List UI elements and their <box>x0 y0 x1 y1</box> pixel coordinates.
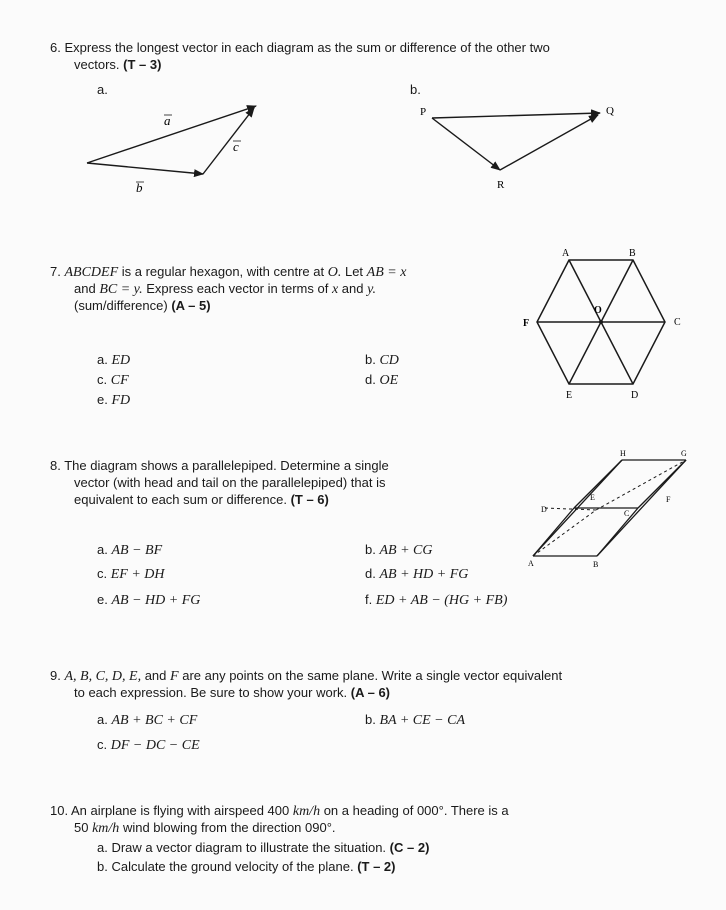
q7-let: Let <box>344 264 364 279</box>
solid-label-a: A <box>528 559 534 568</box>
q8-code: (T – 6) <box>290 492 329 507</box>
q8-part-f-expr: ED + AB − (HG + FB) <box>375 593 508 608</box>
q7-code: (A – 5) <box>171 298 211 313</box>
q9-part-a-label: a. <box>97 712 108 727</box>
q10-unit-2: km/h <box>92 821 120 836</box>
q9-part-c-label: c. <box>97 737 108 752</box>
q7-part-a-expr: ED <box>111 353 131 368</box>
solid-label-e: E <box>590 493 595 502</box>
q8-number: 8. <box>50 458 61 473</box>
q10-part-a-code: (C – 2) <box>389 840 430 855</box>
q7-part-e-label: e. <box>97 392 108 407</box>
q10-text-1b: on a heading of 000°. There is a <box>323 803 509 818</box>
q8-part-e-label: e. <box>97 592 108 607</box>
q8-part-d-expr: AB + HD + FG <box>379 567 469 582</box>
q7-part-b-expr: CD <box>379 353 399 368</box>
q9-line2 <box>74 685 390 701</box>
q10-part-b-text: Calculate the ground velocity of the plane. <box>111 859 354 874</box>
q7-eq-ab: AB = x <box>366 265 407 280</box>
q6b-label-r: R <box>497 179 505 191</box>
q9-code: (A – 6) <box>350 685 391 700</box>
q10-part-b <box>97 859 396 875</box>
q8-part-b-expr: AB + CG <box>379 543 433 558</box>
solid-label-h: H <box>620 449 626 458</box>
q9-line1 <box>50 668 562 685</box>
q7-part-c-label: c. <box>97 372 108 387</box>
q8-part-c-label: c. <box>97 566 108 581</box>
q9-number: 9. <box>50 668 61 683</box>
q9-part-b-expr: BA + CE − CA <box>379 713 465 728</box>
q7-part-a-label: a. <box>97 352 108 367</box>
q8-part-e-expr: AB − HD + FG <box>111 593 201 608</box>
q7-centre: O. <box>327 265 342 280</box>
solid-label-c: C <box>624 509 630 518</box>
q10-part-b-code: (T – 2) <box>357 859 396 874</box>
q10-number: 10. <box>50 803 69 818</box>
q8-text-1: The diagram shows a parallelepiped. Determine a single <box>64 458 389 473</box>
q10-text-2b: wind blowing from the direction 090°. <box>122 820 336 835</box>
q7-y: y. <box>367 282 377 297</box>
q10-text-2a: 50 <box>74 820 89 835</box>
q8-part-a-label: a. <box>97 542 108 557</box>
q7-x: x <box>331 282 339 297</box>
q6-text-line1: Express the longest vector in each diagram as the sum or difference of the other two <box>64 40 550 55</box>
q8-part-c-expr: EF + DH <box>110 567 165 582</box>
q8-part-b-label: b. <box>365 542 376 557</box>
q7-number: 7. <box>50 264 61 279</box>
q6-code: (T – 3) <box>123 57 162 72</box>
q7-text-a: is a regular hexagon, with centre at <box>121 264 325 279</box>
q9-part-b-label: b. <box>365 712 376 727</box>
q9-and: and <box>144 668 167 683</box>
q7-part-e-expr: FD <box>111 393 131 408</box>
hex-label-c: C <box>674 317 681 328</box>
q10-part-a-text: Draw a vector diagram to illustrate the situation. <box>111 840 387 855</box>
q6-part-a-label: a. <box>97 82 108 97</box>
solid-label-d: D <box>541 505 547 514</box>
q6b-label-p: P <box>420 106 427 118</box>
q9-text-1: are any points on the same plane. Write a single vector equivalent <box>182 668 563 683</box>
q7-and2: and <box>341 281 364 296</box>
hex-label-f: F <box>523 318 530 329</box>
q7-part-d-label: d. <box>365 372 376 387</box>
q6a-label-c: c <box>233 139 239 154</box>
q7-text-b: Express each vector in terms of <box>146 281 329 296</box>
hex-label-d: D <box>631 390 639 401</box>
q10-part-a <box>97 840 429 856</box>
q9-part-c-expr: DF − DC − CE <box>110 738 200 753</box>
q10-line2 <box>74 820 336 837</box>
q10-unit-1: km/h <box>292 804 321 819</box>
hex-label-b: B <box>629 248 636 259</box>
q7-part-d-expr: OE <box>379 373 399 388</box>
q9-part-b <box>365 712 465 729</box>
solid-label-b: B <box>593 560 599 569</box>
q8-text-3: equivalent to each sum or difference. <box>74 492 287 507</box>
q8-part-f-label: f. <box>365 592 373 607</box>
q10-part-b-label: b. <box>97 859 108 874</box>
q6a-label-b: b <box>136 180 143 195</box>
q7-and: and <box>74 281 96 296</box>
q7-part-b-label: b. <box>365 352 376 367</box>
q9-part-c <box>97 737 200 754</box>
q6-text-line2: vectors. <box>74 57 120 72</box>
q6b-label-q: Q <box>606 105 614 117</box>
q8-line2: vector (with head and tail on the parallelepiped) that is <box>74 475 386 490</box>
q9-text-2: to each expression. Be sure to show your work. <box>74 685 348 700</box>
solid-label-g: G <box>681 449 687 458</box>
q9-part-a-expr: AB + BC + CF <box>111 713 198 728</box>
q6-number: 6. <box>50 40 61 55</box>
q9-points: A, B, C, D, E, <box>64 669 142 684</box>
q8-part-d-label: d. <box>365 566 376 581</box>
q9-part-a <box>97 712 197 729</box>
q7-eq-bc: BC = y. <box>99 282 143 297</box>
q7-part-c-expr: CF <box>110 373 129 388</box>
hex-label-e: E <box>566 390 573 401</box>
q10-line1 <box>50 803 509 820</box>
q6a-label-a: a <box>164 113 171 128</box>
q7-sum-diff: (sum/difference) <box>74 298 168 313</box>
q6-part-b-label: b. <box>410 82 421 97</box>
q10-text-1a: An airplane is flying with airspeed 400 <box>70 803 290 818</box>
hex-label-a: A <box>562 248 570 259</box>
q9-point-f: F <box>170 669 179 684</box>
solid-label-f: F <box>666 495 671 504</box>
q7-hexagon-name: ABCDEF <box>64 265 119 280</box>
q8-part-a-expr: AB − BF <box>111 543 163 558</box>
hex-label-o: O <box>594 305 602 316</box>
q10-part-a-label: a. <box>97 840 108 855</box>
